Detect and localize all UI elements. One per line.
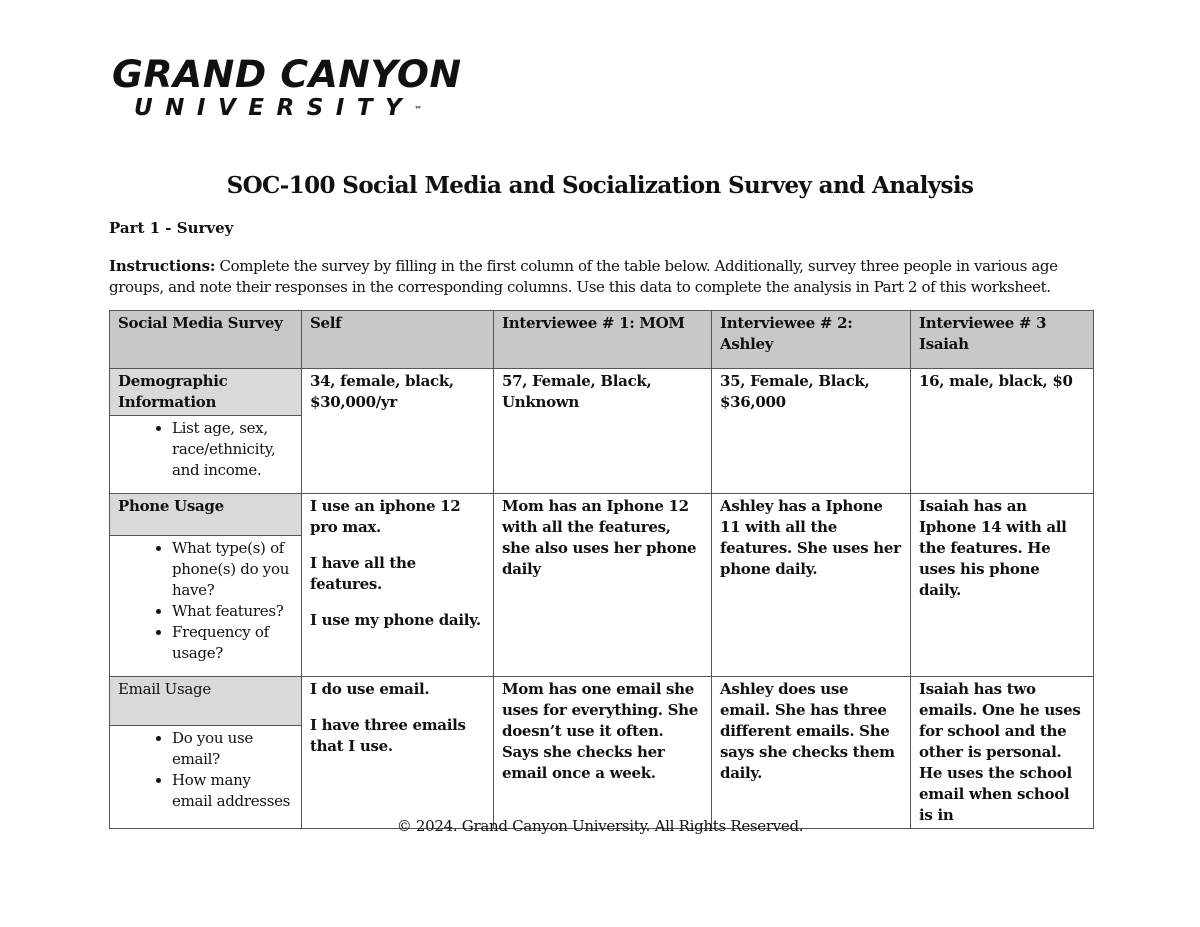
cell-self (302, 494, 494, 677)
cell-text: 57, Female, Black, Unknown (502, 372, 652, 411)
row-bullets (110, 416, 302, 494)
cell-text: I use my phone daily. (310, 611, 481, 629)
cell-interviewee-3 (911, 494, 1094, 677)
trademark-mark: ™ (414, 105, 423, 114)
cell-text: Mom has one email she uses for everything. She doesn’t use it often. Says she checks her email once a week. (502, 680, 699, 782)
cell-text: I have three emails that I use. (310, 716, 466, 755)
logo-line-1: GRAND CANYON (112, 53, 462, 96)
cell-text: 16, male, black, $0 (919, 372, 1073, 390)
cell-text: Mom has an Iphone 12 with all the features, she also uses her phone daily (502, 497, 697, 578)
instructions-label: Instructions: (109, 257, 216, 275)
instructions-text: Complete the survey by filling in the first column of the table below. Additionally, survey three people in various age groups, and note their responses in the corresponding columns. Use this data to complete the analysis in Part 2 of this worksheet. (109, 257, 1058, 296)
header-cell: Interviewee # 2: Ashley (712, 311, 911, 369)
header-cell: Interviewee # 3 Isaiah (911, 311, 1094, 369)
header-cell: Social Media Survey (110, 311, 302, 369)
cell-interviewee-3 (911, 369, 1094, 494)
cell-text: 34, female, black, $30,000/yr (310, 372, 454, 411)
list-item: • Do you use email? (172, 728, 293, 770)
table-row (110, 494, 1094, 536)
cell-self (302, 677, 494, 829)
list-item: • What features? (172, 601, 293, 622)
list-item: • What type(s) of phone(s) do you have? (172, 538, 293, 601)
logo-line-2 (134, 95, 442, 121)
table-row (110, 369, 1094, 416)
cell-text: I do use email. (310, 680, 430, 698)
list-item: • List age, sex, race/ethnicity, and income. (172, 418, 293, 481)
survey-table (109, 310, 1094, 829)
cell-self (302, 369, 494, 494)
copyright-footer: © 2024. Grand Canyon University. All Rights Reserved. (396, 817, 804, 835)
cell-text: 35, Female, Black, $36,000 (720, 372, 870, 411)
cell-interviewee-1 (494, 677, 712, 829)
row-title: Demographic Information (110, 369, 302, 416)
logo-line-2-text: UNIVERSITY (134, 95, 415, 121)
cell-text: Isaiah has two emails. One he uses for school and the other is personal. He uses the school email when school is in (919, 680, 1081, 824)
cell-interviewee-1 (494, 369, 712, 494)
list-item: • How many email addresses (172, 770, 293, 812)
cell-text: I use an iphone 12 pro max. (310, 497, 461, 536)
cell-text: I have all the features. (310, 554, 416, 593)
row-bullets (110, 536, 302, 677)
cell-interviewee-3 (911, 677, 1094, 829)
header-cell: Interviewee # 1: MOM (494, 311, 712, 369)
instructions (109, 256, 1094, 298)
row-title: Phone Usage (110, 494, 302, 536)
list-item: • Frequency of usage? (172, 622, 293, 664)
row-title: Email Usage (110, 677, 302, 726)
cell-interviewee-2 (712, 677, 911, 829)
cell-text: Ashley has a Iphone 11 with all the features. She uses her phone daily. (720, 497, 901, 578)
table-header-row (110, 311, 1094, 369)
cell-text: Isaiah has an Iphone 14 with all the features. He uses his phone daily. (919, 497, 1067, 599)
cell-text: Ashley does use email. She has three different emails. She says she checks them daily. (720, 680, 895, 782)
table-row (110, 677, 1094, 726)
cell-interviewee-1 (494, 494, 712, 677)
row-bullets (110, 725, 302, 828)
cell-interviewee-2 (712, 369, 911, 494)
part-heading: Part 1 - Survey (109, 219, 234, 237)
university-logo (112, 53, 462, 121)
cell-interviewee-2 (712, 494, 911, 677)
header-cell: Self (302, 311, 494, 369)
page-title: SOC-100 Social Media and Socialization Survey and Analysis (226, 172, 974, 199)
